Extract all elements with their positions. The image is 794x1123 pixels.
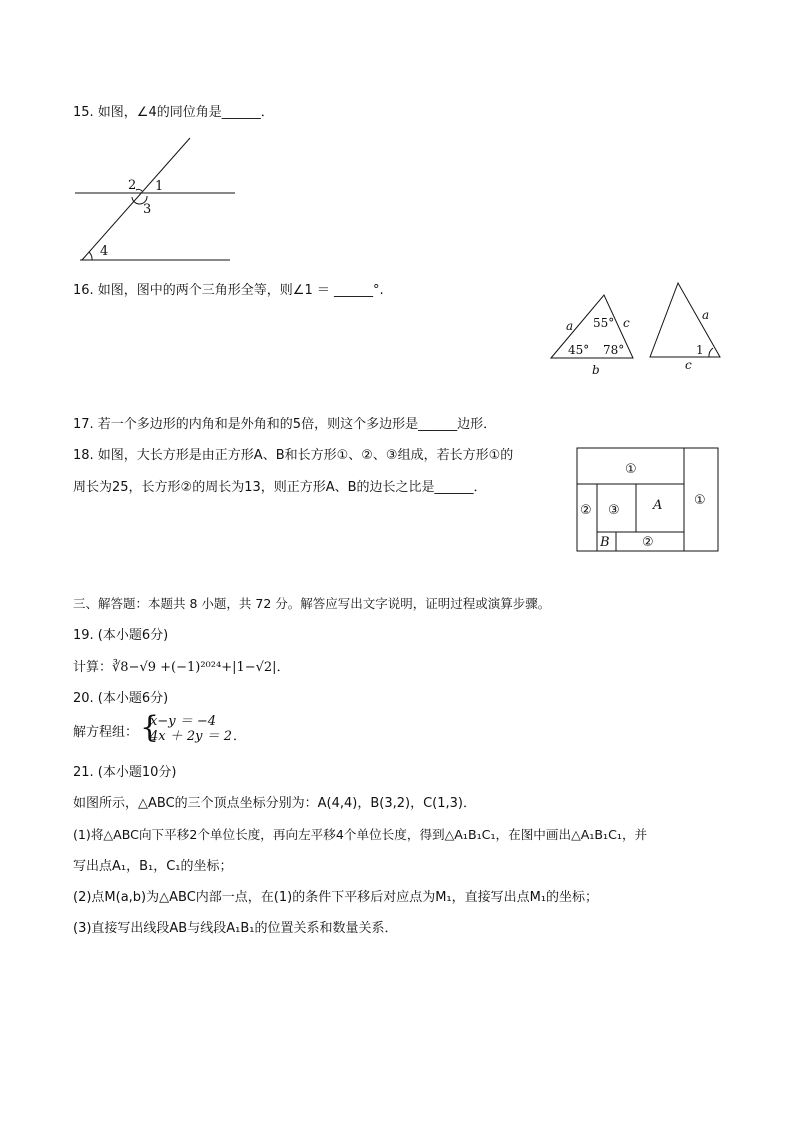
svg-text:①: ① — [625, 462, 637, 477]
question-17-text: 17. 若一个多边形的内角和是外角和的5倍，则这个多边形是______边形． — [73, 417, 497, 432]
svg-text:78°: 78° — [603, 343, 625, 357]
equation-2: 4x ＋ 2y ＝ 2 — [150, 729, 233, 744]
angle-arc-2 — [136, 189, 142, 191]
question-20-head: 20. (本小题6分) — [73, 691, 169, 706]
svg-text:55°: 55° — [593, 316, 615, 330]
equation-1: x−y ＝ −4 — [150, 714, 216, 729]
question-21-part-1-line-1: (1)将△ABC向下平移2个单位长度，再向左平移4个单位长度，得到△A₁B₁C₁，在图中画出△A₁B₁C₁，并 — [73, 827, 648, 842]
svg-text:45°: 45° — [568, 343, 590, 357]
svg-text:1: 1 — [696, 343, 704, 357]
angle-label-4: 4 — [100, 244, 109, 259]
rectangle-figure — [574, 446, 720, 554]
question-19-prefix: 计算： — [73, 660, 113, 675]
angle-label-2: 2 — [128, 178, 137, 193]
svg-text:c: c — [623, 316, 630, 330]
parallel-lines-figure — [70, 135, 250, 265]
angle-arc-4 — [89, 252, 92, 260]
section-3-heading: 三、解答题：本题共 8 小题，共 72 分。解答应写出文字说明，证明过程或演算步骤。 — [73, 596, 551, 611]
triangle-figure-1 — [546, 290, 646, 380]
angle-label-3: 3 — [143, 202, 152, 217]
question-21-intro: 如图所示，△ABC的三个顶点坐标分别为：A(4,4)，B(3,2)，C(1,3)． — [73, 796, 477, 811]
svg-text:②: ② — [580, 503, 592, 518]
svg-text:a: a — [702, 308, 710, 322]
equation-system-brace: { — [140, 710, 160, 745]
question-20-prefix: 解方程组： — [73, 725, 139, 740]
svg-text:b: b — [592, 363, 600, 377]
question-21-part-2: (2)点M(a,b)为△ABC内部一点，在(1)的条件下平移后对应点为M₁，直接写出点M₁的坐标； — [73, 890, 599, 905]
svg-text:③: ③ — [608, 503, 620, 518]
question-18-line-1: 18. 如图，大长方形是由正方形A、B和长方形①、②、③组成，若长方形①的 — [73, 448, 514, 463]
question-19-head: 19. (本小题6分) — [73, 628, 169, 643]
question-21-part-1-line-2: 写出点A₁，B₁，C₁的坐标； — [73, 859, 233, 874]
svg-text:B: B — [600, 535, 610, 550]
svg-text:c: c — [685, 358, 692, 372]
svg-text:②: ② — [642, 535, 654, 550]
angle-label-1: 1 — [155, 179, 164, 194]
question-18-line-2: 周长为25，长方形②的周长为13，则正方形A、B的边长之比是______． — [73, 480, 487, 495]
question-16-text: 16. 如图，图中的两个三角形全等，则∠1 ＝ ______°. — [73, 283, 384, 298]
triangle-figure-2 — [645, 280, 730, 375]
equation-system-end: ． — [233, 729, 247, 744]
question-21-part-3: (3)直接写出线段AB与线段A₁B₁的位置关系和数量关系． — [73, 921, 398, 936]
question-19-expression: ∛8−√9 +(−1)²⁰²⁴+|1−√2|． — [112, 660, 290, 675]
svg-text:a: a — [566, 319, 574, 333]
question-21-head: 21. (本小题10分) — [73, 765, 177, 780]
transversal-line — [82, 138, 190, 260]
svg-text:A: A — [653, 498, 663, 513]
svg-text:①: ① — [694, 493, 706, 508]
question-15-text: 15. 如图，∠4的同位角是______． — [73, 105, 274, 120]
question-19-body — [73, 659, 290, 677]
